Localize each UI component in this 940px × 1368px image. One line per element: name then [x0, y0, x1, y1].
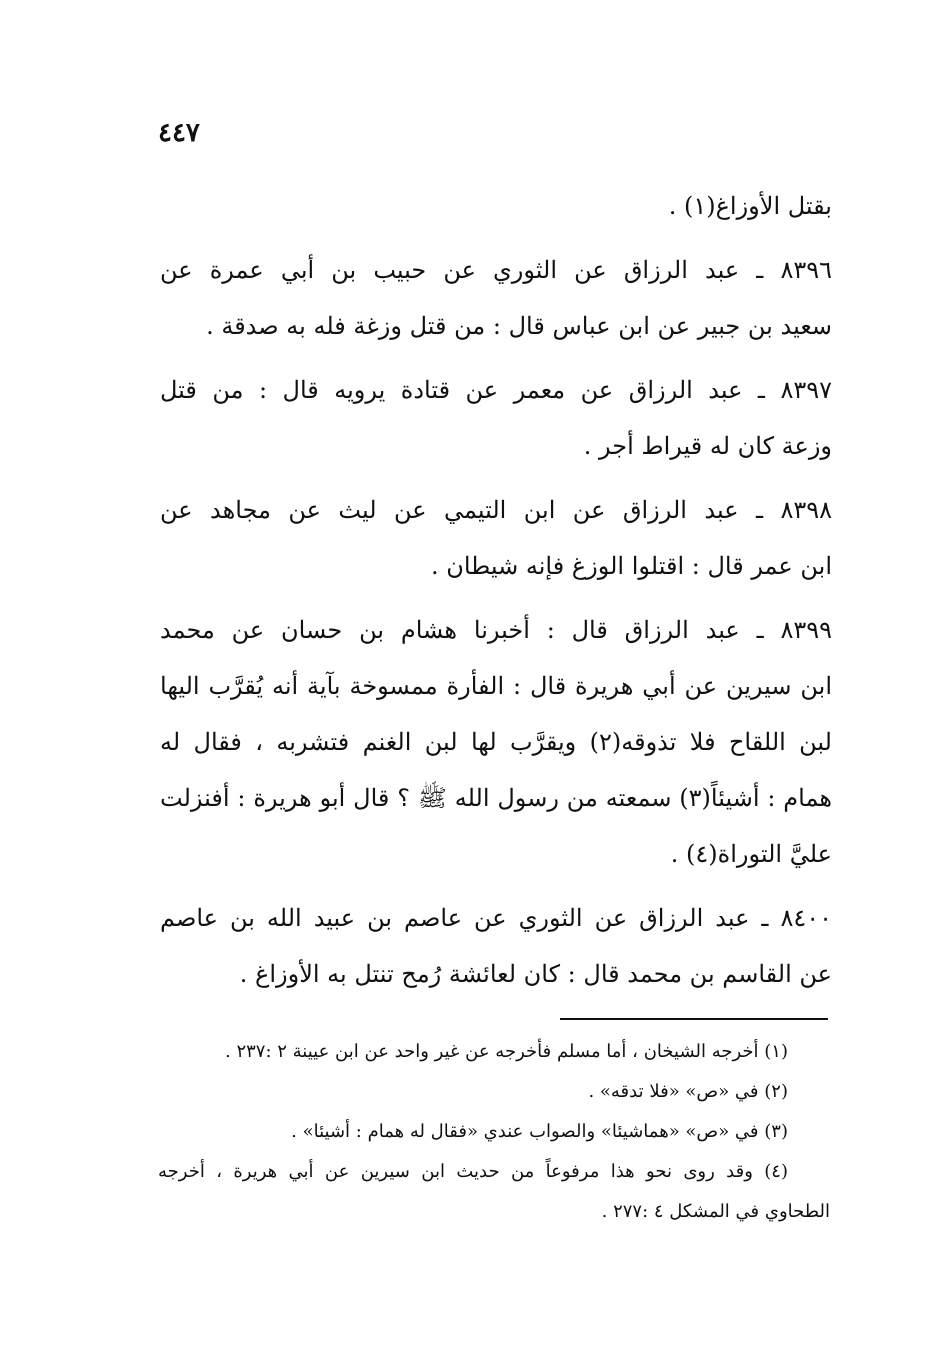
footnote-1: (١) أخرجه الشيخان ، أما مسلم فأخرجه عن غير واحد عن ابن عيينة ٢ :٢٣٧ .	[224, 1041, 788, 1062]
text-line: ٨٣٩٧ ـ عبد الرزاق عن معمر عن قتادة يرويه قال : من قتل	[160, 376, 832, 404]
footnote-2: (٢) في «ص» «فلا تدقه» .	[588, 1081, 788, 1102]
text-line: همام : أشيئاً(٣) سمعته من رسول الله ﷺ ؟ قال أبو هريرة : أفنزلت	[160, 784, 832, 812]
text-line: سعيد بن جبير عن ابن عباس قال : من قتل وزغة فله به صدقة .	[206, 312, 832, 340]
footnotes	[158, 1032, 830, 1232]
text-line: ٨٣٩٦ ـ عبد الرزاق عن الثوري عن حبيب بن أبي عمرة عن	[160, 256, 832, 284]
text-line: بقتل الأوزاغ(١) .	[668, 192, 832, 220]
text-line: ابن سيرين عن أبي هريرة قال : الفأرة ممسوخة بآية أنه يُقرَّب اليها	[160, 672, 832, 700]
hadith-8399	[160, 602, 832, 882]
page-number: ٤٤٧	[158, 118, 200, 148]
footnote-3: (٣) في «ص» «هماشيئا» والصواب عندي «فقال له همام : أشيئا» .	[291, 1121, 788, 1142]
hadith-8397	[160, 362, 832, 474]
text-line: وزعة كان له قيراط أجر .	[583, 432, 832, 460]
hadith-8400	[160, 890, 832, 1002]
footnote-divider	[560, 1018, 828, 1020]
footnote-4: (٤) وقد روى نحو هذا مرفوعاً من حديث ابن سيرين عن أبي هريرة ، أخرجه	[158, 1161, 788, 1182]
text-line: ٨٣٩٩ ـ عبد الرزاق قال : أخبرنا هشام بن حسان عن محمد	[160, 616, 833, 644]
text-line: لبن اللقاح فلا تذوقه(٢) ويقرَّب لها لبن الغنم فتشربه ، فقال له	[160, 728, 832, 756]
text-line: عليَّ التوراة(٤) .	[670, 840, 832, 868]
text-line: ٨٣٩٨ ـ عبد الرزاق عن ابن التيمي عن ليث عن مجاهد عن	[160, 496, 832, 524]
main-text	[160, 178, 832, 1002]
paragraph-continuation	[160, 178, 832, 234]
text-line: ابن عمر قال : اقتلوا الوزغ فإنه شيطان .	[430, 552, 832, 580]
footnote-4-continuation: الطحاوي في المشكل ٤ :٢٧٧ .	[601, 1201, 830, 1222]
hadith-8398	[160, 482, 832, 594]
text-line: ٨٤٠٠ ـ عبد الرزاق عن الثوري عن عاصم بن عبيد الله بن عاصم	[160, 904, 832, 932]
hadith-8396	[160, 242, 832, 354]
text-line: عن القاسم بن محمد قال : كان لعائشة رُمح تنتل به الأوزاغ .	[239, 960, 832, 988]
